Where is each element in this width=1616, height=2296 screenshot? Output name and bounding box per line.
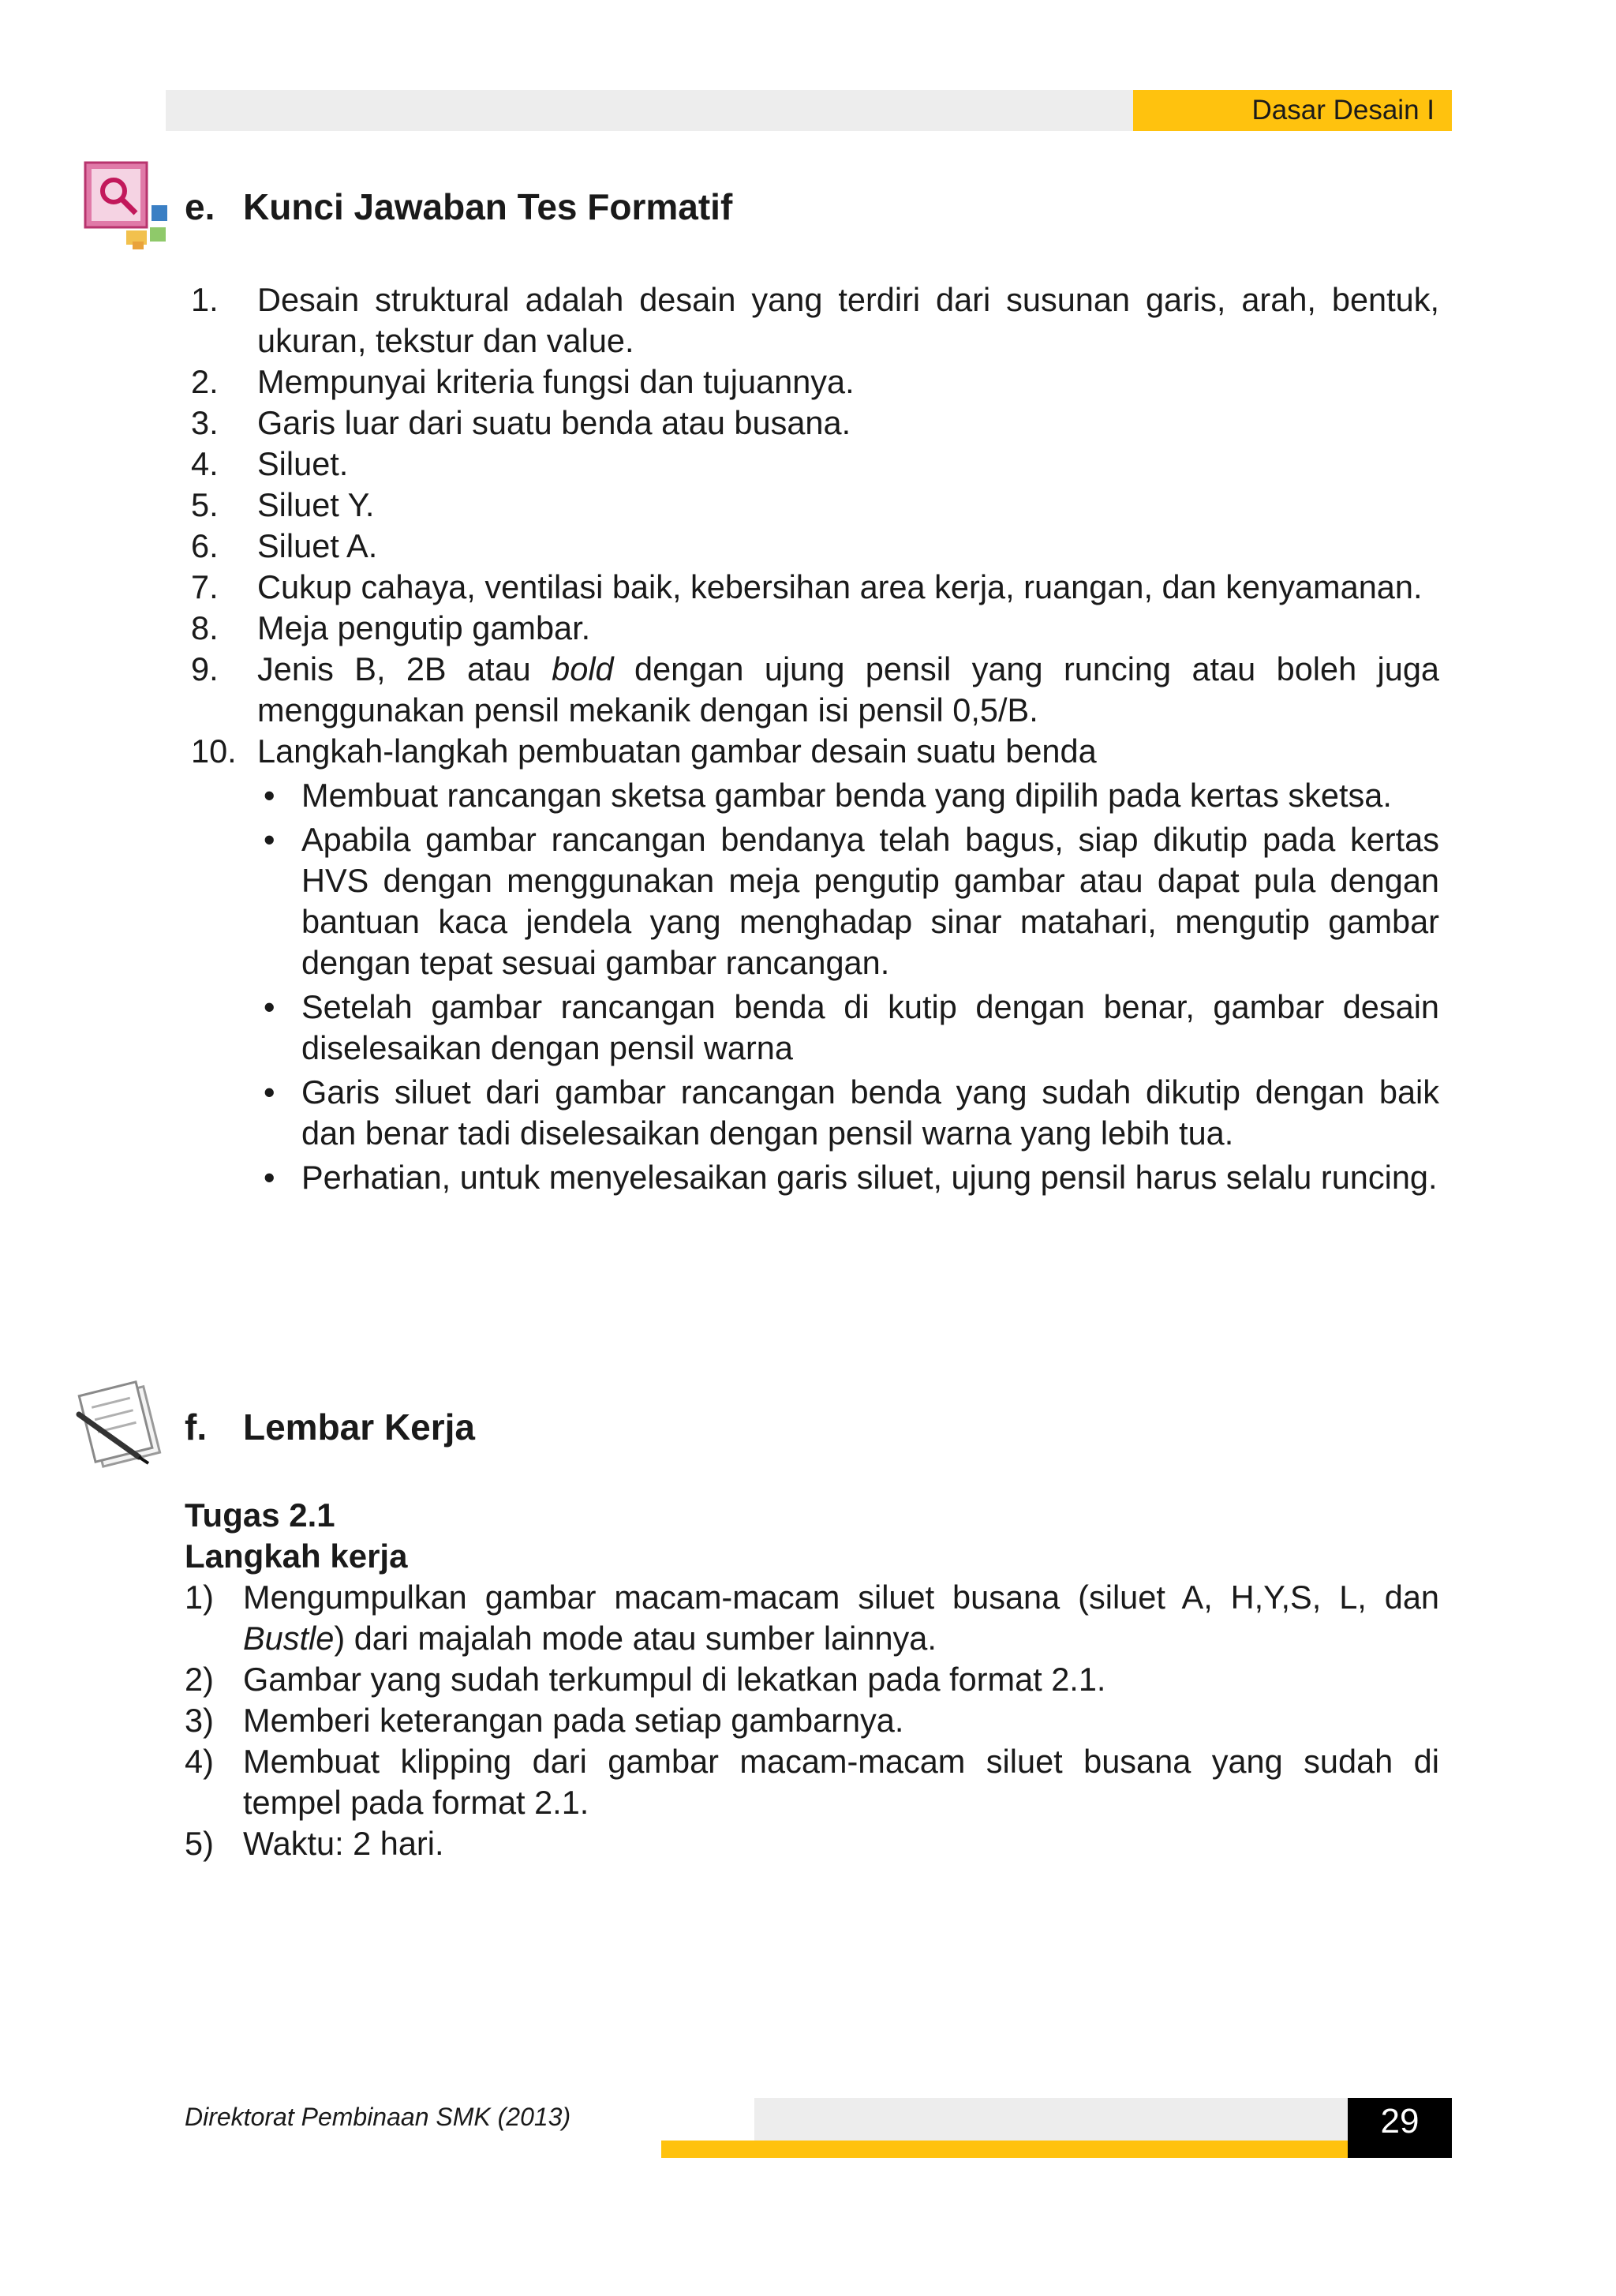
footer-bar <box>754 2098 1348 2141</box>
list-item: 8. Meja pengutip gambar. <box>191 609 591 646</box>
section-e-letter: e. <box>185 186 215 227</box>
list-item: 2) Gambar yang sudah terkumpul di lekatkan pada format 2.1. <box>185 1661 1106 1698</box>
footer-publisher: Direktorat Pembinaan SMK (2013) <box>185 2103 571 2131</box>
list-item: 2. Mempunyai kriteria fungsi dan tujuannya. <box>191 363 855 400</box>
list-item: 4) Membuat klipping dari gambar macam-macam siluet busana yang sudah di tempel pada format 2.1. <box>185 1743 1439 1821</box>
section-f-title: Lembar Kerja <box>243 1406 476 1448</box>
worksheet-icon <box>73 1375 175 1470</box>
steps-bullet-list <box>257 775 1439 1198</box>
bullet-item: • Apabila gambar rancangan bendanya telah bagus, siap dikutip pada kertas HVS dengan menggunakan meja pengutip gambar atau dapat pula dengan bantuan kaca jendela yang menghadap sinar matahari, mengutip gambar dengan tepat sesuai gambar rancangan. <box>264 821 1439 981</box>
bullet-item: • Perhatian, untuk menyelesaikan garis siluet, ujung pensil harus selalu runcing. <box>264 1159 1438 1196</box>
work-steps-list <box>185 1577 1439 1864</box>
task-title: Tugas 2.1 <box>185 1496 335 1534</box>
list-item: 4. Siluet. <box>191 445 349 482</box>
steps-title: Langkah kerja <box>185 1538 408 1575</box>
section-e-title: Kunci Jawaban Tes Formatif <box>243 186 733 227</box>
page-number: 29 <box>1348 2098 1452 2158</box>
task-block <box>185 1495 1439 1864</box>
list-item: 5) Waktu: 2 hari. <box>185 1825 444 1862</box>
section-f-letter: f. <box>185 1406 208 1448</box>
list-item: 1) Mengumpulkan gambar macam-macam siluet busana (siluet A, H,Y,S, L, dan Bustle) dari majalah mode atau sumber lainnya. <box>185 1579 1439 1657</box>
list-item: 10. Langkah-langkah pembuatan gambar desain suatu benda • Membuat rancangan sketsa gambar benda yang dipilih pada kertas sketsa. • Apabila gambar rancangan bendanya telah bagus, siap dikutip pada kertas HVS dengan menggunakan meja pengutip gambar atau dapat pula dengan bantuan kaca jendela yang menghadap sinar matahari, mengutip gambar dengan tepat sesuai gambar rancangan. • Setelah gambar rancangan benda di kutip dengan benar, gambar desain diselesaikan dengan pensil warna • Garis siluet dari gambar rancangan benda yang sudah dikutip dengan baik dan benar tadi diselesaikan dengan pensil warna yang lebih tua. • Perhatian, untuk menyelesaikan garis siluet, ujung pensil harus selalu runcing. <box>191 731 1439 1198</box>
list-item: 6. Siluet A. <box>191 527 378 564</box>
list-item: 1. Desain struktural adalah desain yang terdiri dari susunan garis, arah, bentuk, ukuran, tekstur dan value. <box>191 281 1439 359</box>
bullet-item: • Setelah gambar rancangan benda di kutip dengan benar, gambar desain diselesaikan dengan pensil warna <box>264 988 1439 1066</box>
bullet-item: • Membuat rancangan sketsa gambar benda yang dipilih pada kertas sketsa. <box>264 777 1392 814</box>
section-f-heading <box>185 1405 816 1449</box>
list-item: 5. Siluet Y. <box>191 486 375 523</box>
section-e-heading <box>185 185 1132 229</box>
list-item: 3. Garis luar dari suatu benda atau busana. <box>191 404 851 441</box>
list-item: 3) Memberi keterangan pada setiap gambarnya. <box>185 1702 904 1739</box>
bullet-item: • Garis siluet dari gambar rancangan benda yang sudah dikutip dengan baik dan benar tadi diselesaikan dengan pensil warna yang lebih tua. <box>264 1073 1439 1152</box>
answer-list <box>191 279 1439 1201</box>
list-item: 7. Cukup cahaya, ventilasi baik, kebersihan area kerja, ruangan, dan kenyamanan. <box>191 568 1423 605</box>
list-item: 9. Jenis B, 2B atau bold dengan ujung pensil yang runcing atau boleh juga menggunakan pensil mekanik dengan isi pensil 0,5/B. <box>191 650 1439 729</box>
footer-accent-bar <box>661 2141 1348 2158</box>
answer-key-icon <box>82 159 180 253</box>
header-title: Dasar Desain I <box>1133 90 1452 131</box>
